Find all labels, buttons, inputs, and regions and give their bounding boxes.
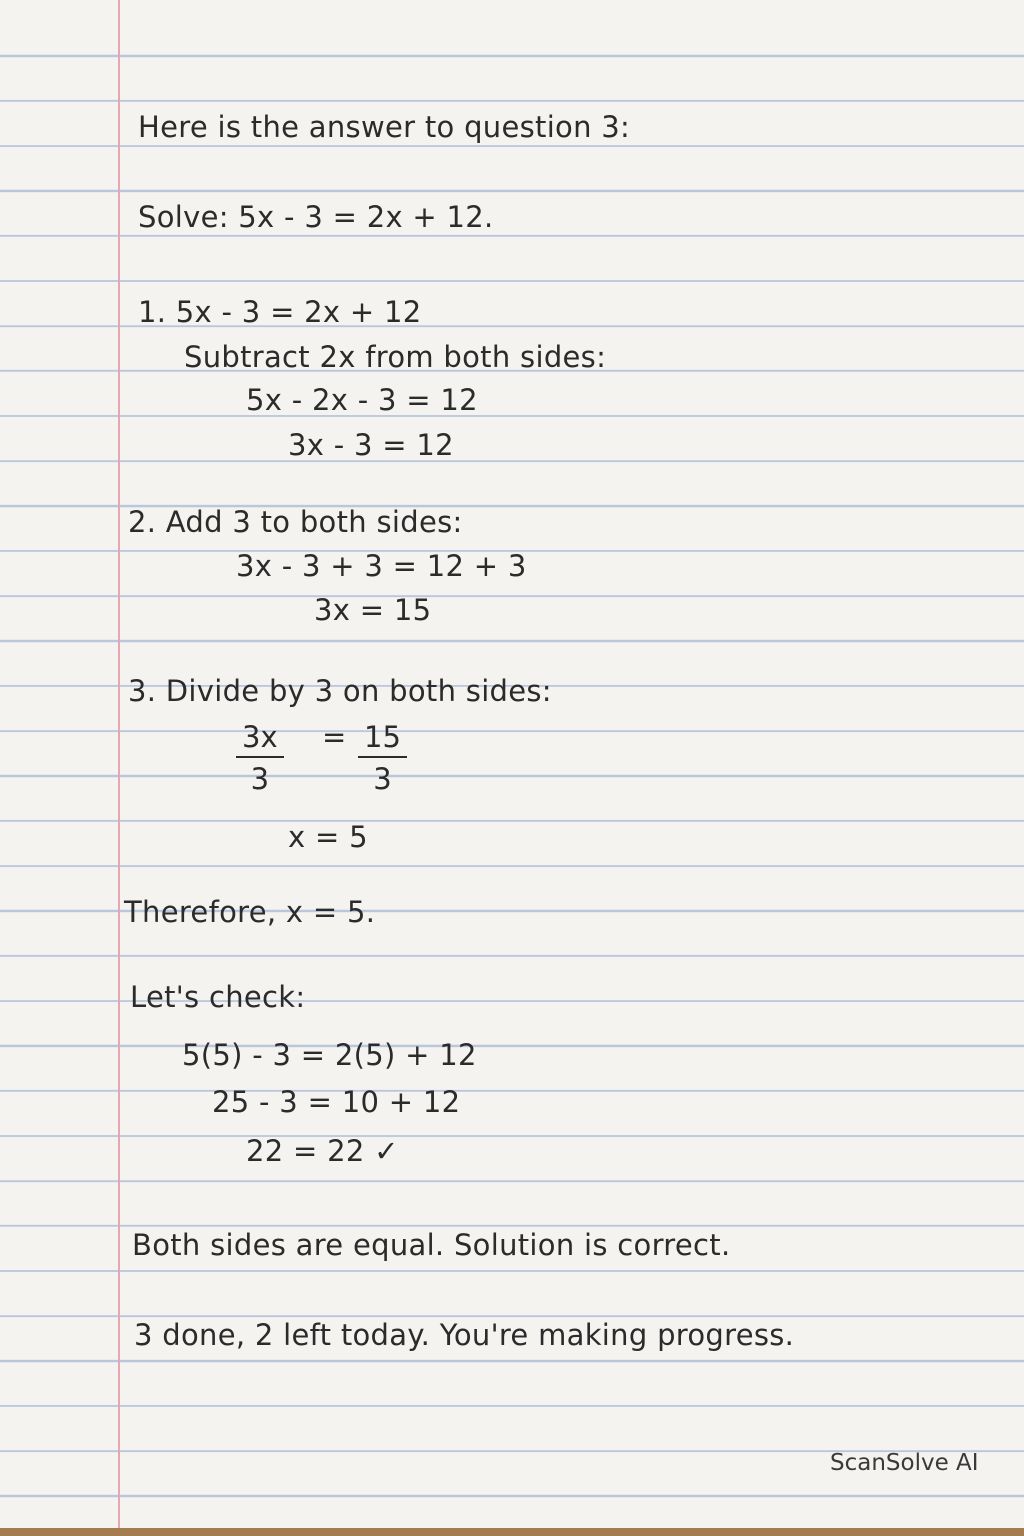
check-line2: 25 - 3 = 10 + 12 xyxy=(212,1085,461,1119)
fraction-equals: = xyxy=(322,720,347,754)
fraction-left-denominator: 3 xyxy=(250,762,270,796)
step2-work2: 3x = 15 xyxy=(314,593,432,627)
step1-work1: 5x - 2x - 3 = 12 xyxy=(246,383,478,417)
fraction-left-numerator: 3x xyxy=(236,718,284,758)
brand-signature: ScanSolve AI xyxy=(830,1450,979,1476)
check-line1: 5(5) - 3 = 2(5) + 12 xyxy=(182,1038,477,1072)
progress-text: 3 done, 2 left today. You're making progress. xyxy=(134,1318,795,1352)
problem-statement: Solve: 5x - 3 = 2x + 12. xyxy=(138,200,494,234)
fraction-right-denominator: 3 xyxy=(373,762,392,796)
step1-instruction: Subtract 2x from both sides: xyxy=(184,340,607,374)
fraction-right-numerator: 15 xyxy=(358,718,407,758)
step3-line: 3. Divide by 3 on both sides: xyxy=(128,674,552,708)
step2-line: 2. Add 3 to both sides: xyxy=(128,505,463,539)
margin-line xyxy=(118,0,120,1528)
therefore-text: Therefore, x = 5. xyxy=(124,895,376,929)
check-line3: 22 = 22 ✓ xyxy=(246,1134,399,1168)
step1-line: 1. 5x - 3 = 2x + 12 xyxy=(138,295,422,329)
check-heading: Let's check: xyxy=(130,980,306,1014)
step2-work1: 3x - 3 + 3 = 12 + 3 xyxy=(236,549,527,583)
step1-work2: 3x - 3 = 12 xyxy=(288,428,454,462)
step3-result: x = 5 xyxy=(288,820,368,854)
desk-edge xyxy=(0,1528,1024,1536)
conclusion-text: Both sides are equal. Solution is correct. xyxy=(132,1228,731,1262)
intro-text: Here is the answer to question 3: xyxy=(138,110,631,144)
fraction-left xyxy=(236,718,284,800)
fraction-right xyxy=(358,718,407,800)
